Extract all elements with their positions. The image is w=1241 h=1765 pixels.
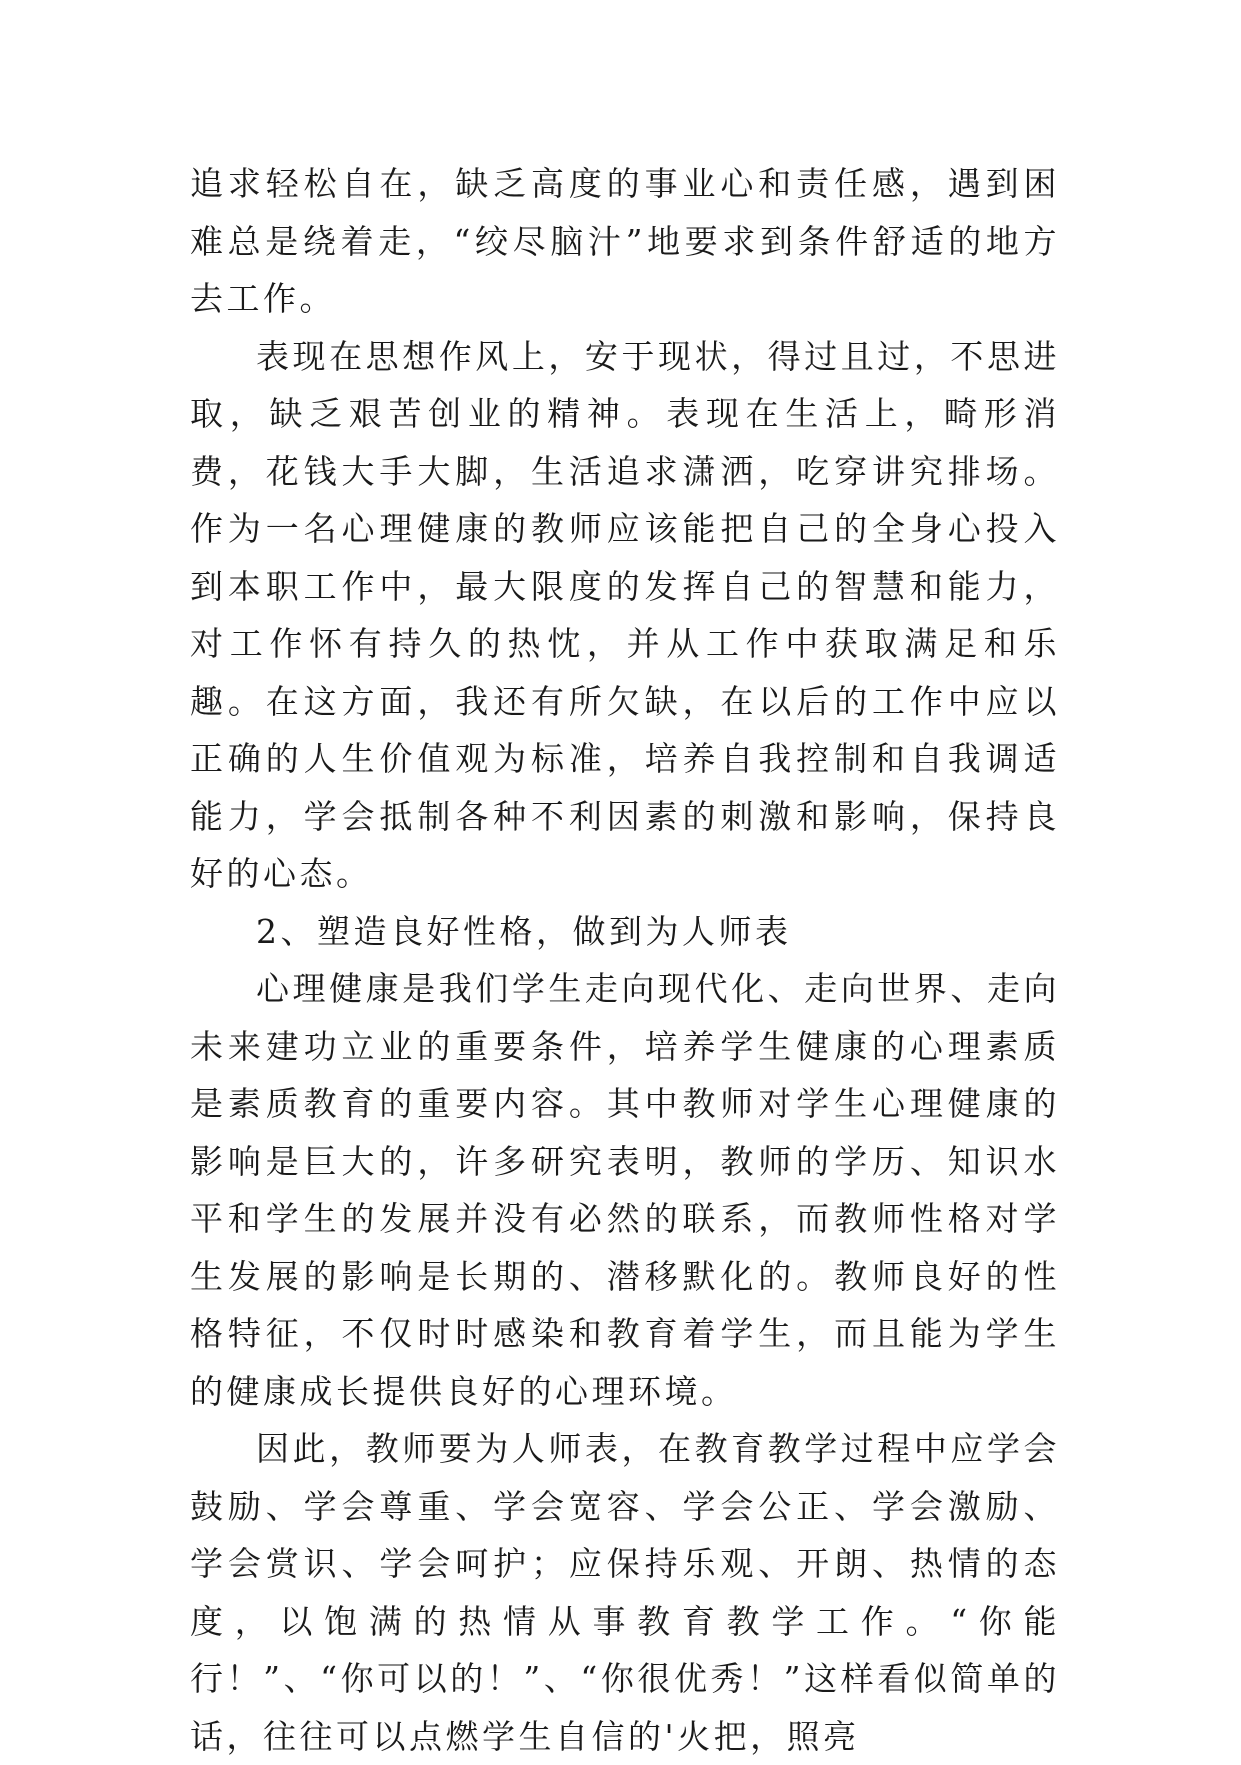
document-body [190, 155, 1060, 1765]
paragraph-mental-health: 心理健康是我们学生走向现代化、走向世界、走向未来建功立业的重要条件，培养学生健康的心理素质是素质教育的重要内容。其中教师对学生心理健康的影响是巨大的，许多研究表明，教师的学历、知识水平和学生的发展并没有必然的联系，而教师性格对学生发展的影响是长期的、潜移默化的。教师良好的性格特征，不仅时时感染和教育着学生，而且能为学生的健康成长提供良好的心理环境。 [190, 969, 1060, 1411]
paragraph-role-model: 因此，教师要为人师表，在教育教学过程中应学会鼓励、学会尊重、学会宽容、学会公正、学会激励、学会赏识、学会呵护；应保持乐观、开朗、热情的态度，以饱满的热情从事教育教学工作。“你能行！”、“你可以的！”、“你很优秀！”这样看似简单的话，往往可以点燃学生自信的'火把，照亮 [190, 1429, 1060, 1756]
paragraph-continuation: 追求轻松自在，缺乏高度的事业心和责任感，遇到困难总是绕着走，“绞尽脑汁”地要求到条件舒适的地方去工作。 [190, 164, 1060, 318]
paragraph-work-attitude: 表现在思想作风上，安于现状，得过且过，不思进取，缺乏艰苦创业的精神。表现在生活上，畸形消费，花钱大手大脚，生活追求潇洒，吃穿讲究排场。作为一名心理健康的教师应该能把自己的全身心投入到本职工作中，最大限度的发挥自己的智慧和能力，对工作怀有持久的热忱，并从工作中获取满足和乐趣。在这方面，我还有所欠缺，在以后的工作中应以正确的人生价值观为标准，培养自我控制和自我调适能力，学会抵制各种不利因素的刺激和影响，保持良好的心态。 [190, 336, 1060, 893]
section-heading: 2、塑造良好性格，做到为人师表 [256, 911, 792, 951]
